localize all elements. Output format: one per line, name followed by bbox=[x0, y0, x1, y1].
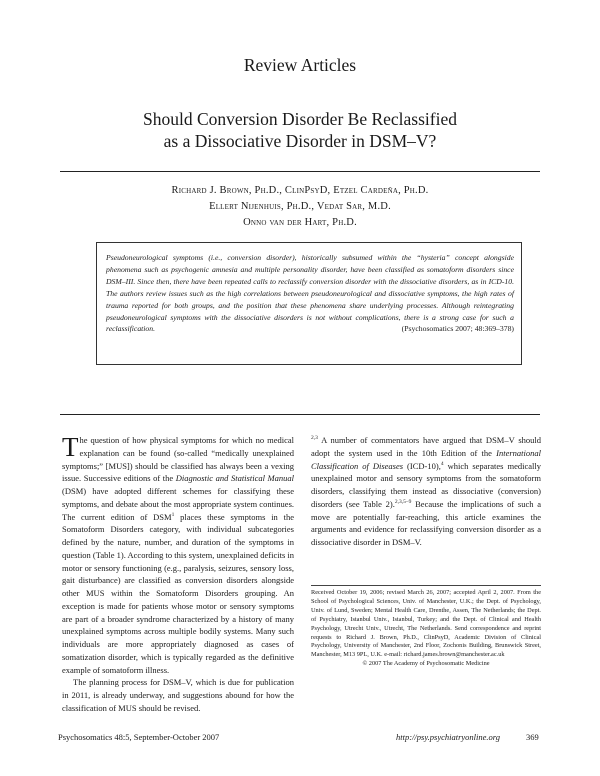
abstract-body: Pseudoneurological symptoms (i.e., conversion disorder), historically subsumed within the “hysteria” concept alongside phenomena such as psychogenic amnesia and multiple personality disorder, have been classified as somatoform disorders since DSM–III. Since then, there have been repeated calls to reclassify conversion disorder with the dissociative disorders, as in ICD-10. The authors review issues such as the high correlations between pseudoneurological and dissociative symptoms, the high rates of trauma reported for both groups, and the position that these phenomena share underlying processes. Although reintegrating pseudoneurological symptoms with the dissociative disorders is not without complications, there is a strong case for such a reclassification. bbox=[106, 253, 514, 334]
footnote bbox=[311, 589, 541, 669]
article-title-line1: Should Conversion Disorder Be Reclassified bbox=[143, 109, 457, 129]
author-list bbox=[60, 183, 540, 231]
reference-marker: 1 bbox=[171, 511, 175, 518]
reference-marker: 4 bbox=[440, 460, 444, 467]
author-line2: Ellert Nijenhuis, Ph.D., Vedat Sar, M.D. bbox=[209, 201, 391, 212]
footnote-text: Received October 19, 2006; revised March 26, 2007; accepted April 2, 2007. From the School of Psychological Sciences, Univ. of Manchester, U.K.; the Dept. of Psychology, Univ. of Lund, Sweden; Mental Health Care, Drenthe, Assen, The Netherlands; the Dept. of Psychiatry, Istanbul Univ., Istanbul, Turkey; and the Dept. of Clinical and Health Psychology, Utrecht Univ., Utrecht, The Netherlands. Send correspondence and reprint requests to Richard J. Brown, Ph.D., ClinPsyD, Academic Division of Clinical Psychology, University of Manchester, 2nd Floor, Zochonis Building, Brunswick Street, Manchester, M13 9PL, U.K. e-mail: richard.james.brown@manchester.ac.uk bbox=[311, 589, 541, 659]
body-paragraph-2: The planning process for DSM–V, which is due for publication in 2011, is already underway, and suggestions abound for how the classification of MUS should be revised. bbox=[62, 677, 294, 713]
reference-marker: 2,3 bbox=[311, 435, 318, 441]
abstract-citation: (Psychosomatics 2007; 48:369–378) bbox=[401, 324, 514, 334]
reference-marker: 2,3,5–9 bbox=[394, 498, 412, 505]
dsm-title: Diagnostic and Statistical Manual bbox=[175, 473, 294, 484]
article-title bbox=[60, 108, 540, 152]
abstract-text bbox=[106, 252, 514, 335]
body-column-right bbox=[311, 434, 541, 549]
abstract-box bbox=[96, 242, 522, 365]
author-line1: Richard J. Brown, Ph.D., ClinPsyD, Etzel Cardeña, Ph.D. bbox=[171, 185, 429, 196]
icd-title: International Classification of Diseases bbox=[311, 447, 541, 471]
article-title-line2: as a Dissociative Disorder in DSM–V? bbox=[163, 131, 437, 151]
header-divider bbox=[60, 171, 540, 172]
drop-cap: T bbox=[62, 432, 79, 462]
body-paragraph-1: The question of how physical symptoms for which no medical explanation can be found (so-called “medically unexplained symptoms;” [MUS]) should be classified has always been a vexing issue. Successive editions of the Diagnostic and Statistical Manual (DSM) have adopted different schemes for classifying these symptoms, and debate about the most appropriate system continues. The current edition of DSM$^1$ places these symptoms in the Somatoform Disorders category, with individual subcategories defined by the nature, number, and duration of the symptoms in question (Table 1). According to this system, unexplained deficits in motor or sensory functioning (e.g., paralysis, seizures, sensory loss, gait disturbance) are classified as conversion disorders alongside other MUS within the Somatoform Disorders grouping. An exception is made for patients whose motor or sensory symptoms are part of a broader syndrome characterized by a history of many unexplained symptoms across multiple bodily systems. Many such individuals are more appropriately diagnosed as cases of somatization disorder, which is typically regarded as the definitive example of somatoform illness. bbox=[62, 432, 294, 675]
abstract-divider bbox=[60, 414, 540, 415]
body-column-left bbox=[62, 434, 294, 715]
copyright-notice: © 2007 The Academy of Psychosomatic Medicine bbox=[362, 660, 490, 668]
journal-citation: Psychosomatics 48:5, September-October 2007 bbox=[58, 732, 220, 742]
journal-url-link[interactable]: http://psy.psychiatryonline.org bbox=[396, 732, 501, 742]
page-number: 369 bbox=[526, 732, 539, 742]
footnote-divider bbox=[311, 585, 541, 586]
author-line3: Onno van der Hart, Ph.D. bbox=[243, 217, 357, 228]
body-paragraph-2-continued: $^{2,3}$ A number of commentators have argued that DSM–V should adopt the system used in the 10th Edition of the International Classification of Diseases (ICD-10),$^4$ which separates medically unexplained motor and sensory symptoms from the somatoform disorders, classifying them instead as dissociative (conversion) disorders (see Table 2).$^{2,3,5-9}$ Because the implications of such a move are potentially far-reaching, this article examines the arguments and evidence for reclassifying conversion disorder as a dissociative disorder in DSM–V. bbox=[311, 435, 542, 547]
section-title: Review Articles bbox=[243, 55, 357, 75]
